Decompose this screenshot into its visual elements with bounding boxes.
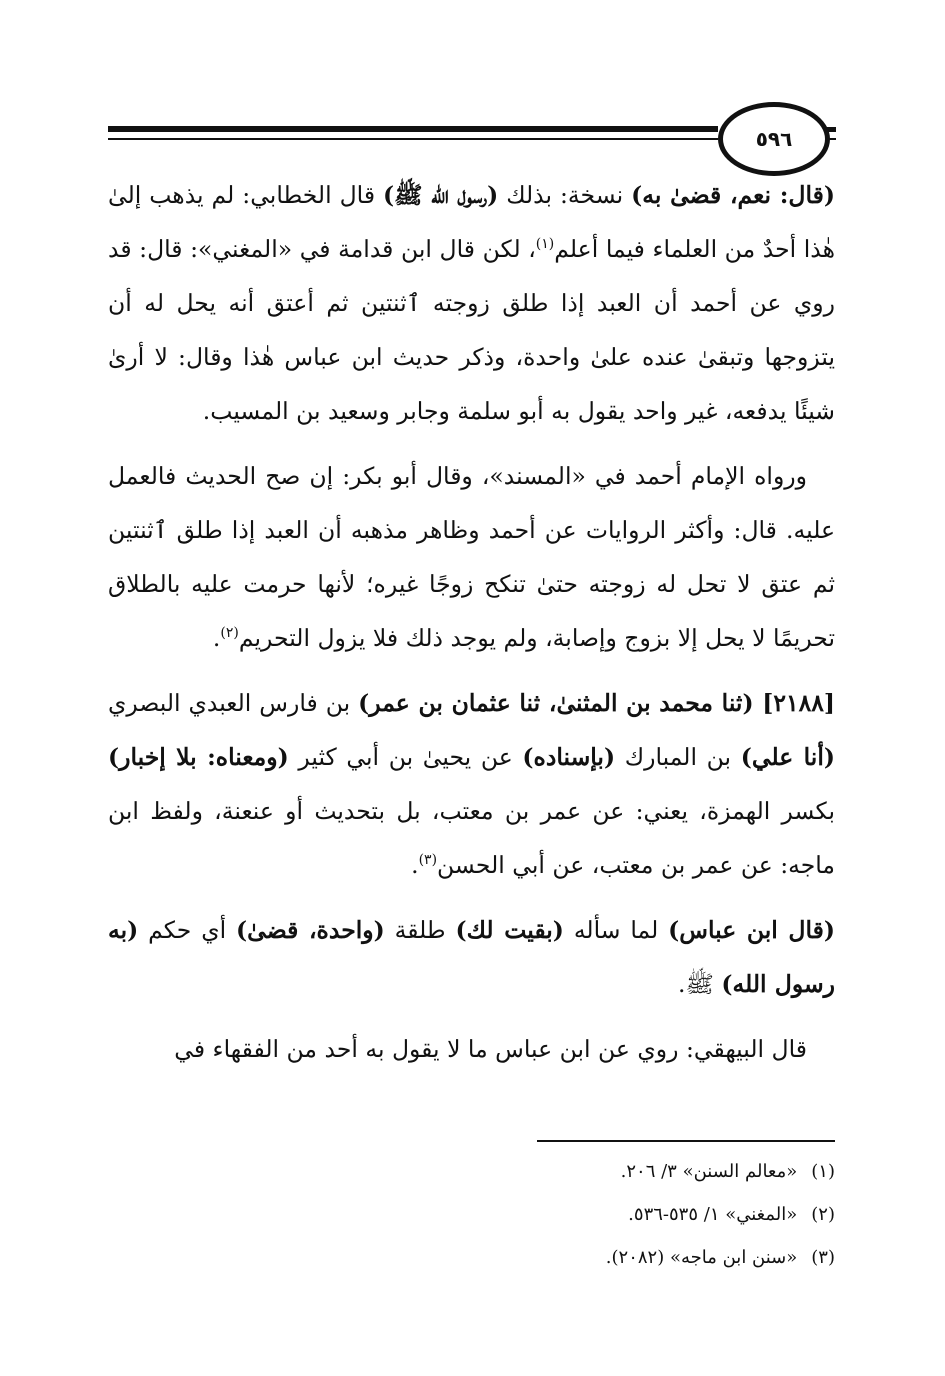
bold-segment: (واحدة، قضىٰ) xyxy=(236,916,385,944)
footnote-label: (٣) xyxy=(811,1247,835,1268)
footnote xyxy=(108,1150,835,1193)
text-segment: ، لكن قال ابن قدامة في «المغني»: قال: قد روي عن أحمد أن العبد إذا طلق زوجته ٱثنتين ثم أعتق أنه يحل له أن يتزوجها وتبقىٰ عنده علىٰ واحدة، وذكر حديث ابن عباس هٰذا وقال: لا أرىٰ شيئًا يدفعه، غير واحد يقول به أبو سلمة وجابر وسعيد بن المسيب. xyxy=(108,235,835,425)
footnote-label: (٢) xyxy=(811,1204,835,1225)
page-number-badge xyxy=(718,102,830,176)
bold-segment: (به رسول الله) xyxy=(108,916,835,998)
text-segment: قال الخطابي: لم يذهب إلىٰ هٰذا أحدٌ من العلماء فيما أعلم xyxy=(108,181,835,263)
header-rule-thick xyxy=(108,126,718,132)
footnote-ref: (١) xyxy=(535,236,555,253)
footnote-label: (١) xyxy=(811,1161,835,1182)
page-header xyxy=(0,0,945,170)
paragraph xyxy=(108,168,835,438)
text-segment: طلقة xyxy=(384,916,456,944)
text-segment: عن يحيىٰ بن أبي كثير xyxy=(288,743,523,771)
page-number: ٥٩٦ xyxy=(755,127,793,151)
text-segment: بن المبارك xyxy=(615,743,741,771)
text-segment: بكسر الهمزة، يعني: عن عمر بن معتب، بل بتحديث أو عنعنة، ولفظ ابن ماجه: عن عمر بن معتب، عن أبي الحسن xyxy=(108,797,835,879)
footnote xyxy=(108,1193,835,1236)
text-segment: ﷺ. xyxy=(678,970,722,998)
text-segment: . xyxy=(411,851,419,879)
text-segment: . xyxy=(212,624,221,652)
footnote-text: «سنن ابن ماجه» (٢٠٨٢). xyxy=(605,1247,798,1268)
text-segment: بن فارس العبدي البصري xyxy=(108,689,359,717)
paragraph xyxy=(108,676,835,892)
paragraph xyxy=(108,449,835,665)
main-text xyxy=(108,168,835,1087)
footnotes xyxy=(108,1150,835,1279)
footnote xyxy=(108,1236,835,1279)
text-segment: نسخة: بذلك xyxy=(498,181,632,209)
footnote-text: «المغني» ١/ ٥٣٥-٥٣٦. xyxy=(628,1204,798,1225)
paragraph xyxy=(108,903,835,1011)
header-rule-thin xyxy=(108,138,718,140)
text-segment: أي حكم xyxy=(138,916,237,944)
text-segment: لما سأله xyxy=(563,916,669,944)
bold-segment: [٢١٨٨] (ثنا محمد بن المثنىٰ، ثنا عثمان بن عمر) xyxy=(358,689,835,717)
bold-segment: (أنا علي) xyxy=(740,743,835,771)
paragraph xyxy=(108,1022,835,1076)
bold-segment: (رسول الله ﷺ) xyxy=(383,181,499,209)
text-segment: ورواه الإمام أحمد في «المسند»، وقال أبو بكر: إن صح الحديث فالعمل عليه. قال: وأكثر الروايات عن أحمد وظاهر مذهبه أن العبد إذا طلق ٱثنتين ثم عتق لا تحل له زوجته حتىٰ تنكح زوجًا غيره؛ لأنها حرمت عليه بالطلاق تحريمًا لا يحل إلا بزوج وإصابة، ولم يوجد ذلك فلا يزول التحريم xyxy=(108,462,835,652)
bold-segment: (بإسناده) xyxy=(522,743,616,771)
bold-segment: (قال: نعم، قضىٰ به) xyxy=(631,181,835,209)
footnote-text: «معالم السنن» ٣/ ٢٠٦. xyxy=(620,1161,798,1182)
bold-segment: (بقيت لك) xyxy=(455,916,564,944)
footnote-ref: (٢) xyxy=(220,625,239,642)
footnote-ref: (٣) xyxy=(418,852,438,869)
footnote-separator xyxy=(537,1140,835,1142)
text-segment: قال البيهقي: روي عن ابن عباس ما لا يقول به أحد من الفقهاء في xyxy=(174,1035,807,1063)
bold-segment: (ومعناه: بلا إخبار) xyxy=(108,743,289,771)
bold-segment: (قال ابن عباس) xyxy=(668,916,835,944)
